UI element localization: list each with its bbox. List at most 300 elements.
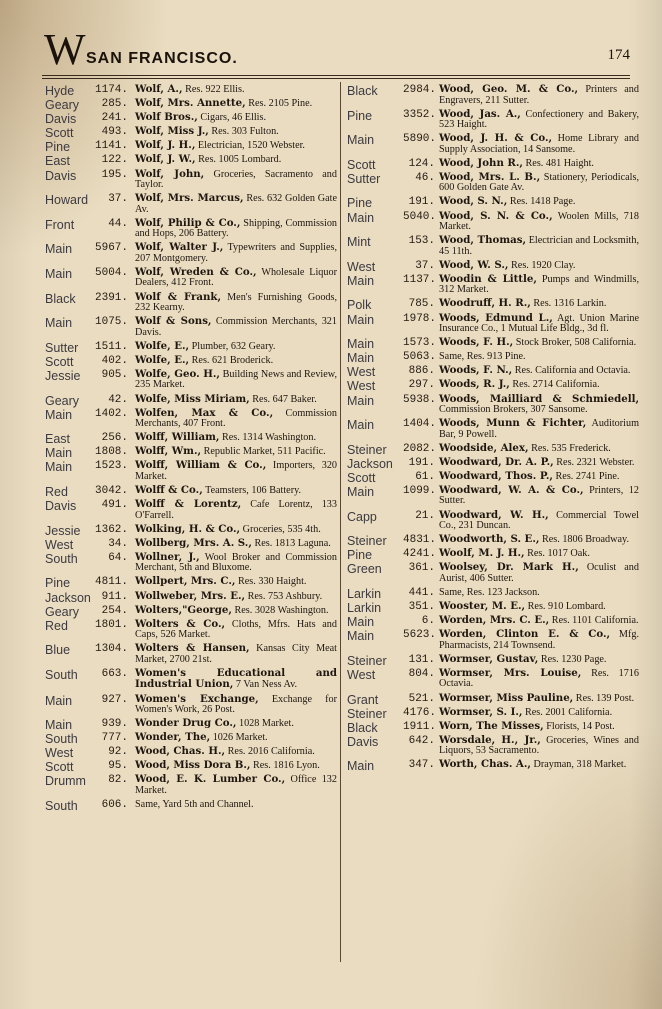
listing-text — [439, 172, 639, 194]
exchange-name: Main — [347, 133, 375, 148]
header-rule — [42, 75, 630, 76]
listing-text — [439, 196, 639, 208]
phone-number: 5623. — [403, 629, 437, 642]
phone-number: 256. — [101, 432, 128, 445]
exchange-name: Geary — [45, 604, 80, 619]
listing-name: Wolf, A., — [135, 83, 183, 95]
listing-name: Wood, Jas. A., — [439, 107, 521, 120]
phone-number: 927. — [101, 693, 128, 706]
exchange-name: Main — [45, 693, 73, 708]
listing-name: Wood, Chas. H., — [135, 745, 226, 758]
directory-entry — [45, 605, 337, 617]
phone-number: 254. — [101, 604, 128, 617]
listing-name: Wolf & Sons, — [135, 315, 212, 328]
directory-entry — [45, 499, 337, 521]
directory-entry — [347, 84, 639, 106]
exchange-name: Davis — [45, 499, 77, 514]
listing-details: Electrician and Locksmith, 45 11th. — [439, 235, 639, 257]
listing-text — [439, 654, 639, 666]
listing-name: Wolf, Miss J., — [135, 125, 209, 138]
listing-name: Wood, S. N. & Co., — [439, 209, 553, 222]
phone-number: 5040. — [403, 210, 437, 223]
listing-name: Wormser, S. I., — [439, 705, 523, 718]
listing-name: Wolf, Wreden & Co., — [135, 265, 257, 278]
listing-name: Woods, Mailliard & Schmiedell, — [439, 392, 639, 405]
phone-number: 1402. — [95, 407, 129, 420]
directory-entry — [347, 351, 639, 366]
phone-number: 64. — [108, 551, 128, 564]
listing-details: Res. 535 Frederick. — [531, 442, 611, 454]
exchange-name: Main — [347, 418, 375, 433]
phone-number: 1808. — [95, 446, 129, 459]
listing-name: Wolff & Lorentz, — [135, 498, 242, 511]
phone-number: 195. — [101, 168, 128, 181]
listing-text — [135, 774, 337, 796]
listing-text — [135, 316, 337, 338]
listing-text — [135, 169, 337, 191]
directory-entry — [347, 510, 639, 532]
directory-entry — [45, 341, 337, 353]
exchange-name: Mint — [347, 235, 371, 250]
listing-details: Res. 2001 California. — [524, 706, 613, 718]
listing-name: Wood, J. H. & Co., — [439, 132, 553, 145]
listing-text — [135, 538, 337, 550]
listing-text — [439, 211, 639, 233]
listing-text — [439, 721, 639, 733]
listing-name: Wollberg, Mrs. A. S., — [135, 536, 252, 549]
directory-entry — [347, 443, 639, 455]
listing-text — [135, 218, 337, 240]
listing-text — [439, 759, 639, 771]
phone-number: 82. — [108, 774, 128, 787]
listing-text — [439, 534, 639, 546]
directory-entry — [347, 418, 639, 440]
directory-entry — [347, 313, 639, 335]
directory-entry — [347, 235, 639, 257]
phone-number: 2984. — [403, 84, 437, 96]
phone-number: 2391. — [95, 291, 129, 304]
phone-number: 1801. — [95, 618, 129, 631]
listing-name: Wollner, J., — [135, 550, 200, 563]
listing-text — [439, 668, 639, 690]
exchange-name: Main — [347, 629, 375, 644]
phone-number: 95. — [108, 760, 128, 773]
listing-details: Res. 2321 Webster. — [556, 456, 635, 468]
phone-number: 361. — [408, 562, 435, 575]
directory-entry — [45, 524, 337, 536]
listing-name: Worden, Mrs. C. E., — [439, 614, 550, 627]
directory-entry — [347, 274, 639, 296]
directory-entry — [45, 538, 337, 550]
listing-text — [439, 298, 639, 310]
listing-details: Wool Broker and Commission Merchant, 5th and Bluxome. — [135, 551, 337, 574]
phone-number: 4176. — [403, 706, 437, 719]
listing-name: Wolfen, Max & Co., — [135, 406, 274, 419]
listing-details: Shipping, Commission and Hops, 206 Battery. — [135, 217, 338, 240]
directory-entry — [347, 707, 639, 719]
listing-text — [135, 619, 337, 641]
listing-details: Res. 2714 California. — [512, 379, 600, 391]
directory-entry — [45, 460, 337, 482]
listing-details: Res. 3028 Washington. — [234, 604, 329, 616]
phone-number: 1099. — [403, 484, 437, 497]
phone-number: 241. — [101, 112, 128, 125]
listing-text — [135, 643, 337, 665]
listing-text — [135, 408, 337, 430]
listing-name: Woods, F. N., — [439, 364, 513, 377]
listing-details: Res. 1716 Octavia. — [439, 667, 639, 690]
listing-text — [135, 694, 337, 716]
listing-details: Office 132 Market. — [135, 774, 337, 796]
exchange-name: Main — [347, 759, 375, 774]
exchange-name: West — [347, 365, 376, 380]
exchange-name: Red — [45, 618, 68, 633]
listing-name: Wood, Thomas, — [439, 234, 526, 247]
phone-number: 6. — [421, 615, 435, 628]
exchange-name: West — [347, 259, 376, 274]
listing-name: Wood, Miss Dora B., — [135, 759, 251, 772]
phone-number: 939. — [101, 718, 128, 731]
listing-details: Res. 2016 California. — [227, 746, 315, 758]
listing-text — [439, 457, 639, 469]
exchange-name: Scott — [45, 126, 74, 141]
listing-details: Commission Merchants, 407 Front. — [135, 407, 337, 430]
directory-entry — [347, 562, 639, 584]
listing-name: Wonder, The, — [135, 731, 211, 744]
listing-name: Wolf, Walter J., — [135, 241, 224, 254]
listing-details: Commission Brokers, 307 Sansome. — [439, 404, 588, 415]
listing-text — [439, 365, 639, 377]
exchange-name: Grant — [347, 692, 379, 707]
listing-details: Res. 1316 Larkin. — [533, 298, 607, 310]
directory-entry — [45, 668, 337, 691]
directory-entry — [45, 643, 337, 665]
phone-number: 347. — [408, 759, 435, 772]
directory-entry — [45, 125, 337, 141]
listing-name: Women's Educational and Industrial Union, — [135, 666, 337, 691]
listing-details: Woolen Mills, 718 Market. — [439, 210, 639, 233]
directory-entry — [347, 471, 639, 483]
listing-text — [439, 394, 639, 416]
listing-text — [135, 98, 337, 110]
listing-details: Res. 1005 Lombard. — [198, 154, 282, 166]
listing-name: Wolfe, E., — [135, 339, 190, 352]
phone-number: 886. — [408, 365, 435, 378]
listing-name: Worden, Clinton E. & Co., — [439, 628, 611, 641]
directory-entry — [347, 629, 639, 651]
listing-details: Mfg. Pharmacists, 214 Townsend. — [439, 629, 640, 651]
directory-entry — [347, 693, 639, 705]
directory-entry — [347, 336, 639, 352]
exchange-name: Hyde — [45, 84, 75, 98]
listing-name: Wollweber, Mrs. E., — [135, 589, 246, 602]
page-number: 174 — [607, 47, 630, 63]
exchange-name: Scott — [347, 157, 376, 172]
listing-details: 1026 Market. — [212, 732, 268, 744]
listing-text — [439, 109, 639, 131]
listing-details: Res. 753 Ashbury. — [247, 590, 323, 602]
directory-entry — [347, 172, 639, 194]
phone-number: 46. — [415, 171, 435, 184]
directory-entry — [45, 153, 337, 169]
listing-text — [439, 337, 639, 349]
listing-details: Commission Merchants, 321 Davis. — [135, 316, 337, 338]
directory-entry — [45, 591, 337, 603]
exchange-name: Green — [347, 562, 382, 577]
listing-details: Same, Res. 913 Pine. — [439, 351, 526, 363]
listing-name: Woods, Edmund L., — [439, 311, 553, 324]
listing-text — [439, 548, 639, 560]
listing-details: Res. 139 Post. — [575, 692, 635, 704]
listing-name: Wolf & Frank, — [135, 290, 222, 303]
listing-name: Wood, S. N., — [439, 195, 508, 208]
directory-column-left — [45, 84, 337, 813]
phone-number: 5004. — [95, 266, 129, 279]
directory-entry — [347, 364, 639, 380]
listing-details: Printers, 12 Sutter. — [439, 484, 639, 507]
directory-entry — [45, 485, 337, 497]
listing-details: Republic Market, 511 Pacific. — [203, 446, 326, 458]
listing-name: Woodside, Alex, — [439, 441, 529, 454]
directory-entry — [45, 731, 337, 747]
listing-details: Res. 621 Broderick. — [191, 354, 274, 366]
directory-entry — [45, 759, 337, 775]
directory-entry — [45, 799, 337, 814]
exchange-name: Howard — [45, 193, 89, 208]
directory-column-right — [347, 84, 639, 773]
exchange-name: Pine — [347, 196, 373, 211]
exchange-name: West — [45, 746, 74, 761]
directory-entry — [347, 109, 639, 131]
exchange-name: Polk — [347, 298, 372, 313]
listing-name: Wolff, William & Co., — [135, 459, 267, 472]
listing-name: Woodward, Thos. P., — [439, 469, 553, 482]
phone-number: 37. — [108, 193, 128, 206]
listing-text — [439, 562, 639, 584]
exchange-name: East — [45, 154, 71, 169]
listing-details: Res. 481 Haight. — [525, 157, 594, 169]
directory-entry — [45, 242, 337, 264]
directory-entry — [45, 218, 337, 240]
phone-number: 4241. — [403, 548, 437, 561]
exchange-name: Main — [347, 393, 375, 408]
listing-details: Confectionery and Bakery, 523 Haight. — [439, 108, 639, 131]
directory-entry — [347, 587, 639, 599]
listing-text — [439, 510, 639, 532]
phone-number: 1075. — [95, 316, 129, 329]
listing-text — [439, 485, 639, 507]
phone-number: 1141. — [95, 140, 129, 153]
header-rule — [42, 78, 630, 79]
phone-number: 1174. — [95, 84, 129, 96]
directory-entry — [347, 547, 639, 563]
exchange-name: South — [45, 551, 78, 566]
listing-details: Res. 330 Haight. — [237, 576, 307, 588]
directory-entry — [347, 260, 639, 272]
directory-entry — [45, 408, 337, 430]
directory-entry — [45, 575, 337, 591]
listing-details: Exchange for Women's Work, 26 Post. — [135, 693, 337, 715]
directory-entry — [347, 378, 639, 394]
listing-name: Wood, W. S., — [439, 258, 509, 271]
listing-name: Wood, Geo. M. & Co., — [439, 83, 579, 95]
listing-name: Wormser, Miss Pauline, — [439, 691, 574, 704]
listing-name: Wolters & Co., — [135, 617, 226, 630]
listing-text — [135, 799, 337, 811]
exchange-name: Main — [45, 460, 73, 475]
listing-text — [439, 235, 639, 257]
exchange-name: Larkin — [347, 601, 382, 616]
phone-number: 785. — [408, 298, 435, 311]
listing-text — [439, 707, 639, 719]
listing-details: Drayman, 318 Market. — [533, 759, 627, 771]
phone-number: 122. — [101, 154, 128, 167]
exchange-name: Sutter — [45, 340, 79, 355]
listing-text — [135, 84, 337, 96]
directory-entry — [347, 600, 639, 616]
listing-text — [439, 158, 639, 170]
directory-entry — [347, 394, 639, 416]
listing-name: Wollpert, Mrs. C., — [135, 575, 236, 588]
listing-text — [439, 615, 639, 627]
listing-text — [135, 394, 337, 406]
listing-name: Wolf, J. W., — [135, 153, 196, 166]
exchange-name: Sutter — [347, 171, 381, 186]
listing-details: Oculist and Aurist, 406 Sutter. — [439, 562, 639, 584]
directory-entry — [45, 394, 337, 406]
listing-text — [439, 84, 639, 106]
phone-number: 905. — [101, 368, 128, 381]
phone-number: 2082. — [403, 442, 437, 455]
directory-entry — [347, 735, 639, 757]
section-letter: W — [44, 25, 86, 74]
phone-number: 804. — [408, 667, 435, 680]
listing-text — [135, 242, 337, 264]
phone-number: 521. — [408, 692, 435, 705]
directory-entry — [347, 485, 639, 507]
listing-text — [439, 587, 639, 599]
listing-details: Cafe Lorentz, 133 O'Farrell. — [135, 499, 337, 521]
listing-details: Res. 1314 Washington. — [221, 432, 317, 444]
phone-number: 402. — [101, 354, 128, 367]
directory-entry — [45, 84, 337, 96]
phone-number: 61. — [415, 470, 435, 483]
phone-number: 191. — [408, 196, 435, 209]
phone-number: 663. — [101, 667, 128, 680]
listing-text — [135, 267, 337, 289]
exchange-name: Larkin — [347, 586, 382, 601]
listing-details: Cigars, 46 Ellis. — [200, 112, 267, 124]
listing-text — [135, 446, 337, 458]
phone-number: 297. — [408, 379, 435, 392]
listing-details: Printers and Engravers, 211 Sutter. — [439, 84, 639, 106]
listing-details: Res. 1017 Oak. — [527, 548, 590, 560]
listing-details: Commercial Towel Co., 231 Duncan. — [439, 509, 639, 532]
phone-number: 153. — [408, 235, 435, 248]
exchange-name: Steiner — [347, 706, 387, 721]
phone-number: 1404. — [403, 418, 437, 431]
listing-name: Wormser, Gustav, — [439, 652, 539, 665]
directory-entry — [347, 457, 639, 469]
listing-text — [439, 260, 639, 272]
listing-name: Woodward, W. A. & Co., — [439, 483, 584, 496]
phone-number: 3352. — [403, 108, 437, 121]
listing-details: Res. 1418 Page. — [509, 196, 576, 208]
listing-name: Woodin & Little, — [439, 272, 537, 285]
directory-entry — [45, 445, 337, 461]
exchange-name: Davis — [347, 734, 379, 749]
city-heading: SAN FRANCISCO. — [86, 50, 238, 67]
exchange-name: Red — [45, 484, 68, 499]
exchange-name: Pine — [45, 576, 71, 591]
phone-number: 21. — [415, 509, 435, 522]
listing-name: Woolf, M. J. H., — [439, 547, 525, 560]
listing-details: Stock Broker, 508 California. — [515, 337, 637, 349]
listing-details: Res. 1230 Page. — [540, 653, 607, 665]
listing-details: Wholesale Liquor Dealers, 412 Front. — [135, 266, 337, 289]
listing-details: Res. 1806 Broadway. — [541, 534, 630, 546]
phone-number: 1362. — [95, 523, 129, 536]
listing-name: Woods, R. J., — [439, 378, 510, 391]
exchange-name: Black — [347, 720, 378, 735]
phone-number: 1573. — [403, 337, 437, 350]
exchange-name: Front — [45, 217, 75, 232]
listing-name: Wooster, M. E., — [439, 600, 526, 613]
listing-name: Wolfe, E., — [135, 353, 190, 366]
listing-text — [135, 112, 337, 124]
listing-name: Woolsey, Dr. Mark H., — [439, 561, 579, 574]
listing-details: Same, Res. 123 Jackson. — [439, 586, 540, 598]
phone-number: 1978. — [403, 312, 437, 325]
listing-name: Wolf, Mrs. Marcus, — [135, 192, 244, 205]
listing-details: Res. 1816 Lyon. — [252, 760, 320, 772]
exchange-name: West — [347, 667, 376, 682]
listing-name: Woodworth, S. E., — [439, 533, 540, 546]
listing-details: Cloths, Mfrs. Hats and Caps, 526 Market. — [135, 618, 337, 641]
listing-details: Auditorium Bar, 9 Powell. — [439, 418, 640, 440]
exchange-name: Main — [45, 446, 73, 461]
directory-entry — [347, 654, 639, 666]
listing-name: Wood, John R., — [439, 156, 523, 169]
exchange-name: Main — [45, 407, 73, 422]
directory-entry — [45, 552, 337, 574]
listing-details: Importers, 320 Market. — [135, 460, 338, 482]
listing-details: Res. 632 Golden Gate Av. — [135, 193, 338, 215]
listing-text — [439, 313, 639, 335]
directory-entry — [45, 111, 337, 127]
listing-name: Worth, Chas. A., — [439, 758, 531, 771]
directory-entry — [45, 355, 337, 367]
listing-text — [135, 369, 337, 391]
listing-text — [135, 552, 337, 574]
listing-text — [439, 735, 639, 757]
exchange-name: South — [45, 799, 78, 814]
listing-details: Plumber, 632 Geary. — [191, 340, 276, 352]
exchange-name: Main — [45, 242, 73, 257]
page-header — [44, 25, 634, 74]
exchange-name: Jessie — [45, 523, 81, 538]
exchange-name: Scott — [45, 354, 74, 369]
directory-entry — [347, 668, 639, 690]
listing-details: Res. 2105 Pine. — [248, 98, 313, 110]
phone-number: 34. — [108, 537, 128, 550]
exchange-name: Geary — [45, 98, 80, 113]
listing-details: Res. 1101 California. — [551, 615, 639, 627]
listing-text — [439, 379, 639, 391]
listing-text — [135, 499, 337, 521]
directory-entry — [45, 431, 337, 447]
listing-details: Building News and Review, 235 Market. — [135, 368, 338, 391]
